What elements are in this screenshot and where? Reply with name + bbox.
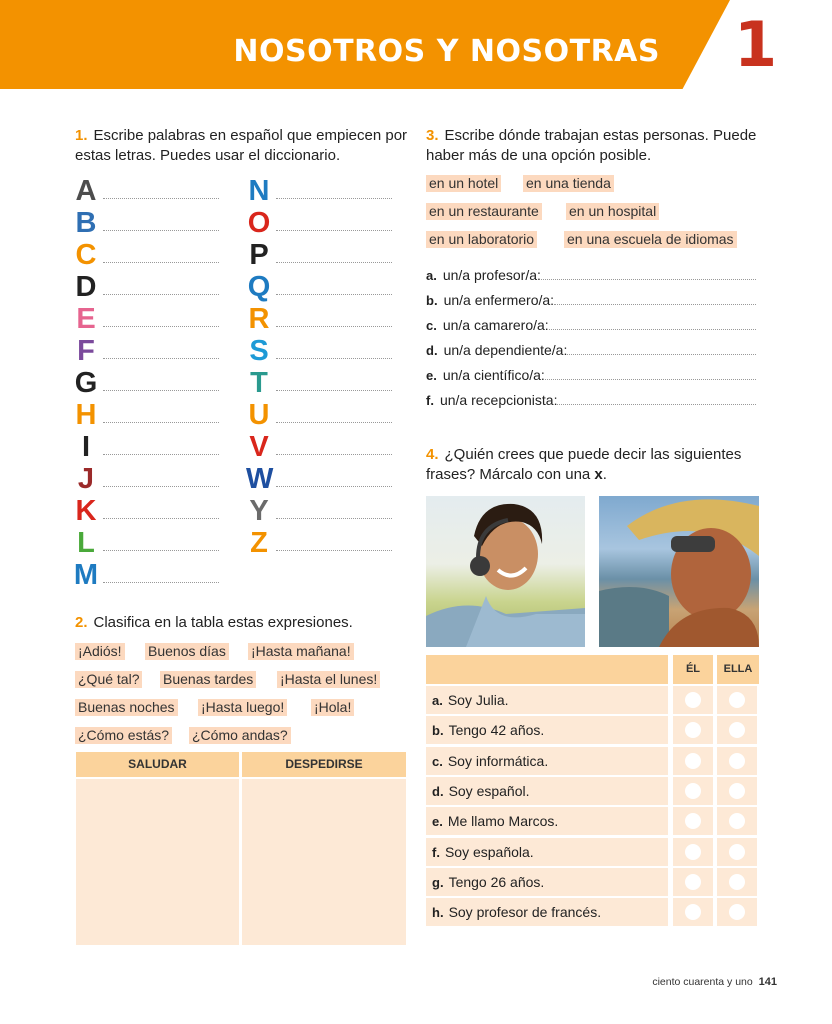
word-answer-line[interactable]: [276, 518, 392, 519]
exercise-4-period: .: [602, 466, 607, 483]
letter-label: L: [77, 527, 95, 559]
sentence-cell: [426, 807, 668, 835]
saludar-answer-area[interactable]: [76, 779, 239, 945]
letter-label: G: [74, 367, 98, 399]
letter-label: I: [81, 431, 91, 463]
word-answer-line[interactable]: [276, 230, 392, 231]
sentence-cell: [426, 777, 668, 805]
sentence-letter: b.: [432, 723, 444, 739]
word-answer-line[interactable]: [103, 582, 219, 583]
answer-cell-ella: [717, 716, 757, 744]
answer-cell-ella: [717, 777, 757, 805]
exercise-3-text: Escribe dónde trabajan estas personas. Puede haber más de una opción posible.: [426, 127, 757, 164]
sentence-letter: d.: [432, 783, 444, 799]
sentence-cell: [426, 747, 668, 775]
photo-young-man-headphones: [426, 496, 585, 647]
job-item-letter: e.: [426, 368, 437, 383]
column-header-despedirse: DESPEDIRSE: [242, 752, 406, 777]
job-item-letter: c.: [426, 318, 437, 333]
expression-tag: ¿Cómo andas?: [189, 727, 291, 744]
answer-circle-ella[interactable]: [729, 753, 745, 769]
answer-circle-el[interactable]: [685, 844, 701, 860]
word-answer-line[interactable]: [276, 198, 392, 199]
job-item: [426, 391, 761, 416]
letter-label: S: [249, 335, 269, 367]
job-item-text: un/a camarero/a:: [442, 317, 549, 333]
letter-label: Y: [249, 495, 269, 527]
letter-label: D: [75, 271, 97, 303]
sentence-letter: g.: [432, 874, 444, 890]
exercise-3-number: 3.: [426, 127, 439, 144]
answer-circle-el[interactable]: [685, 874, 701, 890]
job-item: [426, 291, 761, 316]
job-answer-line[interactable]: [549, 328, 756, 330]
workplace-tag: en una tienda: [523, 175, 614, 192]
exercise-2-text: Clasifica en la tabla estas expresiones.: [93, 614, 353, 631]
job-item: [426, 366, 761, 391]
answer-cell-el: [673, 898, 713, 926]
word-answer-line[interactable]: [276, 550, 392, 551]
answer-cell-el: [673, 777, 713, 805]
sentence-text: Tengo 42 años.: [448, 722, 545, 739]
letter-label: U: [248, 399, 270, 431]
exercise-1-instruction: [75, 126, 415, 166]
sentence-letter: c.: [432, 753, 443, 769]
letter-label: R: [248, 303, 270, 335]
word-answer-line[interactable]: [103, 326, 219, 327]
sentence-text: Tengo 26 años.: [448, 873, 545, 890]
sentence-row: [426, 716, 759, 744]
exercise-1-text: Escribe palabras en español que empiecen por estas letras. Puedes usar el diccionario.: [75, 127, 408, 164]
workplace-tag: en una escuela de idiomas: [564, 231, 737, 248]
expression-tag: ¡Adiós!: [75, 643, 125, 660]
exercise-1-number: 1.: [75, 127, 88, 144]
answer-circle-ella[interactable]: [729, 783, 745, 799]
answer-circle-ella[interactable]: [729, 722, 745, 738]
letter-label: J: [77, 463, 95, 495]
answer-cell-el: [673, 747, 713, 775]
letter-label: A: [75, 175, 97, 207]
answer-cell-el: [673, 868, 713, 896]
answer-circle-ella[interactable]: [729, 904, 745, 920]
exercise-2-instruction: [75, 613, 415, 633]
word-answer-line[interactable]: [103, 454, 219, 455]
job-item: [426, 341, 761, 366]
word-answer-line[interactable]: [276, 422, 392, 423]
job-item: [426, 266, 761, 291]
expression-tag: ¡Hasta luego!: [198, 699, 287, 716]
job-answer-line[interactable]: [567, 353, 756, 355]
unit-number: 1: [734, 8, 778, 81]
answer-circle-el[interactable]: [685, 722, 701, 738]
word-answer-line[interactable]: [276, 294, 392, 295]
header-blank-cell: [426, 655, 668, 684]
answer-circle-ella[interactable]: [729, 874, 745, 890]
word-answer-line[interactable]: [276, 262, 392, 263]
job-item-text: un/a profesor/a:: [442, 267, 541, 283]
expression-tag: Buenos días: [145, 643, 229, 660]
exercise-4-text: ¿Quién crees que puede decir las siguientes frases? Márcalo con una: [426, 446, 742, 483]
answer-circle-el[interactable]: [685, 692, 701, 708]
letter-label: K: [75, 495, 97, 527]
workplace-tag: en un restaurante: [426, 203, 542, 220]
page-number: 141: [758, 976, 777, 988]
sentence-cell: [426, 686, 668, 714]
workplace-tag: en un hospital: [566, 203, 659, 220]
exercise-3-instruction: [426, 126, 766, 166]
answer-cell-ella: [717, 838, 757, 866]
word-answer-line[interactable]: [103, 486, 219, 487]
answer-cell-el: [673, 686, 713, 714]
sentence-cell: [426, 868, 668, 896]
word-answer-line[interactable]: [276, 454, 392, 455]
word-answer-line[interactable]: [276, 358, 392, 359]
sentence-cell: [426, 716, 668, 744]
letter-label: H: [75, 399, 97, 431]
job-item: [426, 316, 761, 341]
job-item-text: un/a enfermero/a:: [443, 292, 555, 308]
job-answer-line[interactable]: [541, 278, 756, 280]
job-item-text: un/a dependiente/a:: [443, 342, 568, 358]
sentence-row: [426, 807, 759, 835]
letter-label: C: [75, 239, 97, 271]
sentence-letter: a.: [432, 693, 443, 708]
who-says-header: [426, 655, 759, 684]
classify-table: [76, 752, 406, 945]
sentence-row: [426, 838, 759, 866]
exercise-4-instruction: [426, 445, 766, 485]
answer-cell-ella: [717, 868, 757, 896]
answer-circle-el[interactable]: [685, 904, 701, 920]
answer-cell-el: [673, 807, 713, 835]
sentence-text: Soy profesor de francés.: [448, 904, 602, 921]
job-item-letter: b.: [426, 293, 438, 308]
workplace-tag: en un laboratorio: [426, 231, 537, 248]
sentence-cell: [426, 898, 668, 926]
letter-label: P: [249, 239, 269, 271]
word-answer-line[interactable]: [103, 198, 219, 199]
answer-cell-ella: [717, 747, 757, 775]
answer-circle-el[interactable]: [685, 783, 701, 799]
letter-label: W: [246, 463, 274, 495]
sentence-text: Me llamo Marcos.: [447, 813, 559, 830]
letter-label: Q: [247, 271, 271, 303]
letter-label: E: [76, 303, 96, 335]
sentence-letter: h.: [432, 905, 444, 921]
expression-tag: Buenas tardes: [160, 671, 256, 688]
sentence-row: [426, 747, 759, 775]
word-answer-line[interactable]: [103, 550, 219, 551]
letter-label: B: [75, 207, 97, 239]
page-footer: [652, 976, 777, 988]
word-answer-line[interactable]: [103, 422, 219, 423]
woman-illustration: [599, 496, 759, 647]
word-answer-line[interactable]: [276, 326, 392, 327]
sentence-row: [426, 686, 759, 714]
sentence-row: [426, 777, 759, 805]
job-answer-line[interactable]: [545, 378, 756, 380]
expression-tag: ¿Qué tal?: [75, 671, 142, 688]
letter-label: T: [250, 367, 268, 399]
answer-cell-ella: [717, 807, 757, 835]
page-title: NOSOTROS Y NOSOTRAS: [233, 34, 660, 69]
letter-label: M: [73, 559, 99, 591]
man-illustration: [426, 496, 585, 647]
expression-tag: ¡Hasta mañana!: [248, 643, 354, 660]
expression-tag: ¡Hasta el lunes!: [277, 671, 380, 688]
letter-label: F: [77, 335, 95, 367]
expression-tag: Buenas noches: [75, 699, 178, 716]
word-answer-line[interactable]: [103, 518, 219, 519]
letter-label: N: [248, 175, 270, 207]
answer-cell-el: [673, 716, 713, 744]
word-answer-line[interactable]: [103, 358, 219, 359]
job-item-letter: d.: [426, 343, 438, 358]
photo-woman-hat-beach: [599, 496, 759, 647]
job-item-text: un/a científico/a:: [442, 367, 545, 383]
word-answer-line[interactable]: [103, 230, 219, 231]
answer-circle-ella[interactable]: [729, 844, 745, 860]
sentence-text: Soy española.: [444, 843, 534, 860]
column-header-el: ÉL: [673, 655, 713, 684]
word-answer-line[interactable]: [103, 390, 219, 391]
word-answer-line[interactable]: [103, 294, 219, 295]
job-item-letter: f.: [426, 393, 434, 408]
job-answer-line[interactable]: [554, 303, 756, 305]
sentence-text: Soy Julia.: [447, 692, 509, 708]
sentence-text: Soy informática.: [447, 752, 549, 769]
job-item-text: un/a recepcionista:: [439, 392, 558, 408]
job-item-letter: a.: [426, 268, 437, 283]
word-answer-line[interactable]: [276, 390, 392, 391]
sentence-row: [426, 868, 759, 896]
expression-tag: ¡Hola!: [311, 699, 354, 716]
sentence-letter: f.: [432, 844, 440, 860]
column-header-saludar: SALUDAR: [76, 752, 239, 777]
word-answer-line[interactable]: [103, 262, 219, 263]
answer-cell-el: [673, 838, 713, 866]
answer-cell-ella: [717, 898, 757, 926]
letter-label: Z: [250, 527, 268, 559]
sentence-letter: e.: [432, 814, 443, 830]
answer-circle-ella[interactable]: [729, 813, 745, 829]
exercise-4-x-mark: x: [594, 466, 603, 483]
sentence-cell: [426, 838, 668, 866]
job-answer-line[interactable]: [557, 403, 756, 405]
answer-circle-el[interactable]: [685, 753, 701, 769]
exercise-2-number: 2.: [75, 614, 88, 631]
sentence-text: Soy español.: [448, 782, 530, 799]
word-answer-line[interactable]: [276, 486, 392, 487]
expression-tag: ¿Cómo estás?: [75, 727, 172, 744]
letter-label: V: [249, 431, 269, 463]
jobs-list: [426, 266, 761, 416]
answer-circle-ella[interactable]: [729, 692, 745, 708]
despedirse-answer-area[interactable]: [242, 779, 406, 945]
answer-circle-el[interactable]: [685, 813, 701, 829]
letter-label: O: [247, 207, 271, 239]
sentence-row: [426, 898, 759, 926]
column-header-ella: ELLA: [717, 655, 759, 684]
exercise-4-number: 4.: [426, 446, 439, 463]
page-number-words: ciento cuarenta y uno: [652, 976, 753, 988]
answer-cell-ella: [717, 686, 757, 714]
workplace-tag: en un hotel: [426, 175, 501, 192]
